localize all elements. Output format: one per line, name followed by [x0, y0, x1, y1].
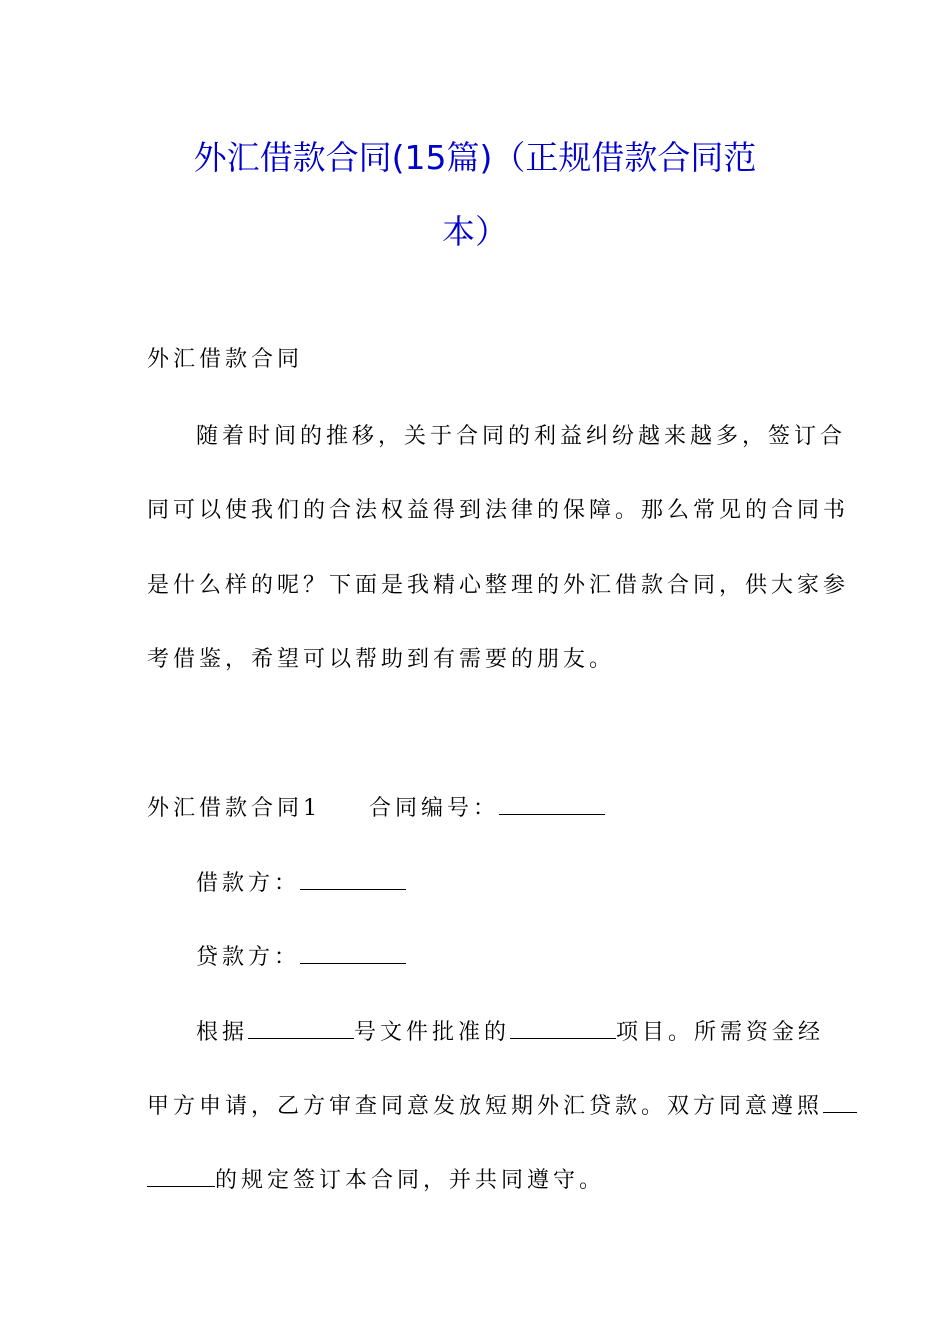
para-part-3: 项目。所需资金经 [616, 1020, 825, 1045]
document-title-line1: 外汇借款合同(15篇)（正规借款合同范 [193, 138, 757, 177]
para-line-2-text: 甲方申请，乙方审查同意发放短期外汇贷款。双方同意遵照 [147, 1094, 824, 1119]
para-line-3 [147, 1166, 605, 1196]
project-blank [510, 1020, 616, 1039]
document-title-line2: 本） [442, 212, 508, 251]
section-heading: 外汇借款合同 [147, 347, 304, 372]
regulation-blank-start [823, 1094, 857, 1113]
para-line-1 [196, 1018, 824, 1048]
contract-number-label: 合同编号： [369, 796, 500, 821]
contract-heading-row [147, 794, 605, 824]
borrower-row [196, 869, 406, 899]
regulation-blank-end [147, 1168, 215, 1187]
intro-line-2: 同可以使我们的合法权益得到法律的保障。那么常见的合同书 [147, 498, 850, 523]
para-part-2: 号文件批准的 [354, 1020, 511, 1045]
lender-label: 贷款方： [196, 945, 301, 970]
lender-blank [300, 945, 406, 964]
document-number-blank [248, 1020, 354, 1039]
intro-line-3: 是什么样的呢？下面是我精心整理的外汇借款合同，供大家参 [147, 573, 850, 598]
para-line-3-text: 的规定签订本合同，并共同遵守。 [215, 1168, 606, 1193]
contract-number-blank [499, 796, 605, 815]
para-part-1: 根据 [196, 1020, 249, 1045]
borrower-label: 借款方： [196, 871, 301, 896]
para-line-2 [147, 1092, 857, 1122]
intro-line-4: 考借鉴，希望可以帮助到有需要的朋友。 [147, 647, 616, 672]
lender-row [196, 943, 406, 973]
borrower-blank [300, 871, 406, 890]
intro-line-1: 随着时间的推移，关于合同的利益纠纷越来越多，签订合 [196, 424, 847, 449]
contract-heading: 外汇借款合同1 [147, 796, 321, 821]
